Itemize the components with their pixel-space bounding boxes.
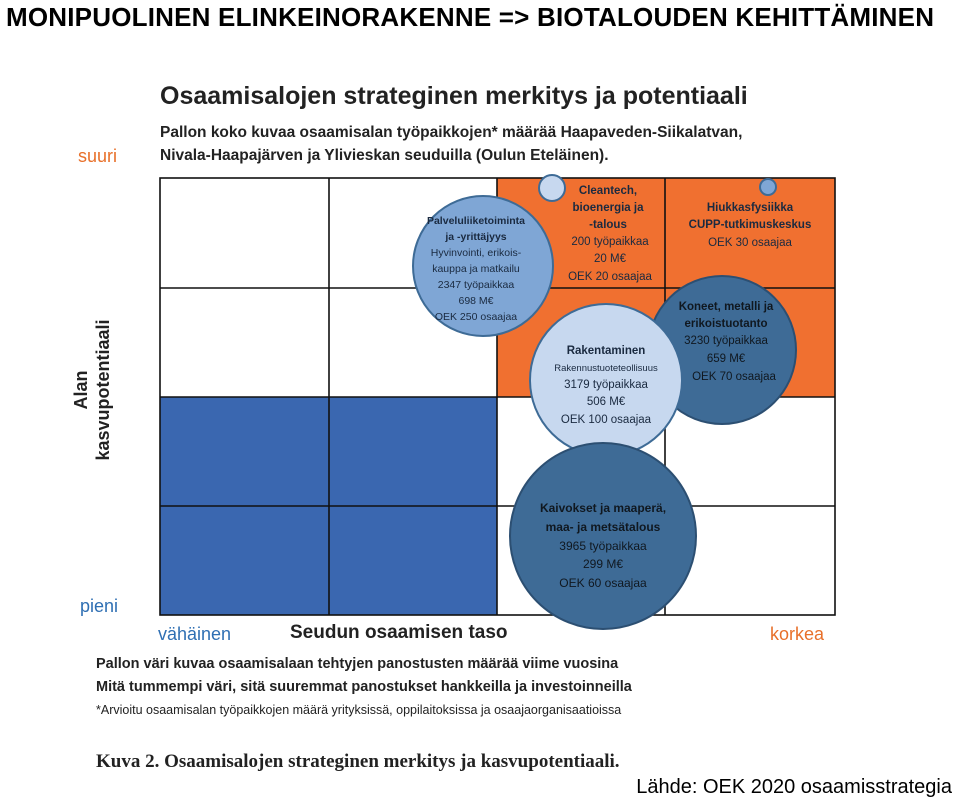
bubble-label: OEK 30 osaajaa [708, 237, 792, 249]
bubble-label: 659 M€ [706, 353, 746, 365]
y-axis-label-line2: kasvupotentiaali [93, 319, 113, 461]
bubble-label: Hyvinvointi, erikois- [430, 247, 522, 259]
bubble-label: 299 M€ [582, 557, 624, 571]
x-axis-label: Seudun osaamisen taso [290, 622, 508, 643]
bubble-label: OEK 60 osaajaa [559, 576, 647, 590]
bubble-label: OEK 20 osaajaa [568, 271, 652, 283]
bubble-label: Koneet, metalli ja [678, 301, 774, 313]
bubble-label: Kaivokset ja maaperä, [539, 501, 667, 515]
y-axis-label-line1: Alan [71, 370, 91, 410]
figure-caption: Kuva 2. Osaamisalojen strateginen merkitys ja kasvupotentiaali. [96, 751, 620, 772]
bubble-label: kauppa ja matkailu [432, 263, 520, 275]
figure-description-line1: Pallon koko kuvaa osaamisalan työpaikkojen* määrää Haapaveden-Siikalatvan, [160, 124, 743, 141]
y-axis-low-label: pieni [80, 596, 119, 616]
bubble-label: 506 M€ [586, 396, 626, 408]
y-axis-high-label: suuri [78, 146, 118, 166]
bubble-label: OEK 70 osaajaa [692, 371, 776, 383]
bubble-label: CUPP-tutkimuskeskus [688, 219, 812, 231]
bubble-label: OEK 100 osaajaa [560, 414, 652, 426]
bubble-label: Palveluliiketoiminta [426, 215, 526, 227]
bubble-label: Cleantech, [578, 185, 638, 197]
bubble-label: maa- ja metsätalous [545, 520, 661, 534]
note-line2: Mitä tummempi väri, sitä suuremmat panostukset hankkeilla ja investoinneilla [96, 679, 632, 695]
note-line1: Pallon väri kuvaa osaamisalaan tehtyjen panostusten määrää viime vuosina [96, 656, 619, 672]
bubble-label: 698 M€ [458, 295, 494, 307]
bubble-label: -talous [589, 219, 627, 231]
bubble-label: erikoistuotanto [684, 318, 768, 330]
bubble-label: Rakentaminen [566, 345, 646, 357]
figure-title: Osaamisalojen strateginen merkitys ja potentiaali [160, 82, 748, 110]
main-title: MONIPUOLINEN ELINKEINORAKENNE => BIOTALOUDEN KEHITTÄMINEN [6, 2, 935, 32]
bubble-hiukkasfysiikka [760, 179, 776, 195]
bubble-label: 200 työpaikkaa [571, 236, 649, 248]
bubble-cleantech [539, 175, 565, 201]
footnote: *Arvioitu osaamisalan työpaikkojen määrä yrityksissä, oppilaitoksissa ja osaajaorganisaatioissa [96, 703, 622, 717]
bubble-label: 3230 työpaikkaa [684, 335, 768, 347]
bubble-label: 3965 työpaikkaa [559, 539, 647, 553]
bubble-label: bioenergia ja [572, 202, 644, 214]
bubble-label: ja -yrittäjyys [445, 231, 507, 243]
x-axis-low-label: vähäinen [158, 624, 232, 644]
bubble-label: Hiukkasfysiikka [706, 202, 794, 214]
bubble-label: 3179 työpaikkaa [564, 379, 648, 391]
source-text: Lähde: OEK 2020 osaamisstrategia [636, 776, 952, 798]
figure-description-line2: Nivala-Haapajärven ja Ylivieskan seuduilla (Oulun Eteläinen). [160, 147, 609, 164]
bubble-kaivokset [510, 443, 696, 629]
bubble-label: 20 M€ [594, 253, 626, 265]
x-axis-high-label: korkea [770, 624, 825, 644]
bubble-label: 2347 työpaikkaa [437, 279, 515, 291]
bubble-label: Rakennustuoteteollisuus [554, 363, 658, 374]
bubble-label: OEK 250 osaajaa [434, 311, 518, 323]
